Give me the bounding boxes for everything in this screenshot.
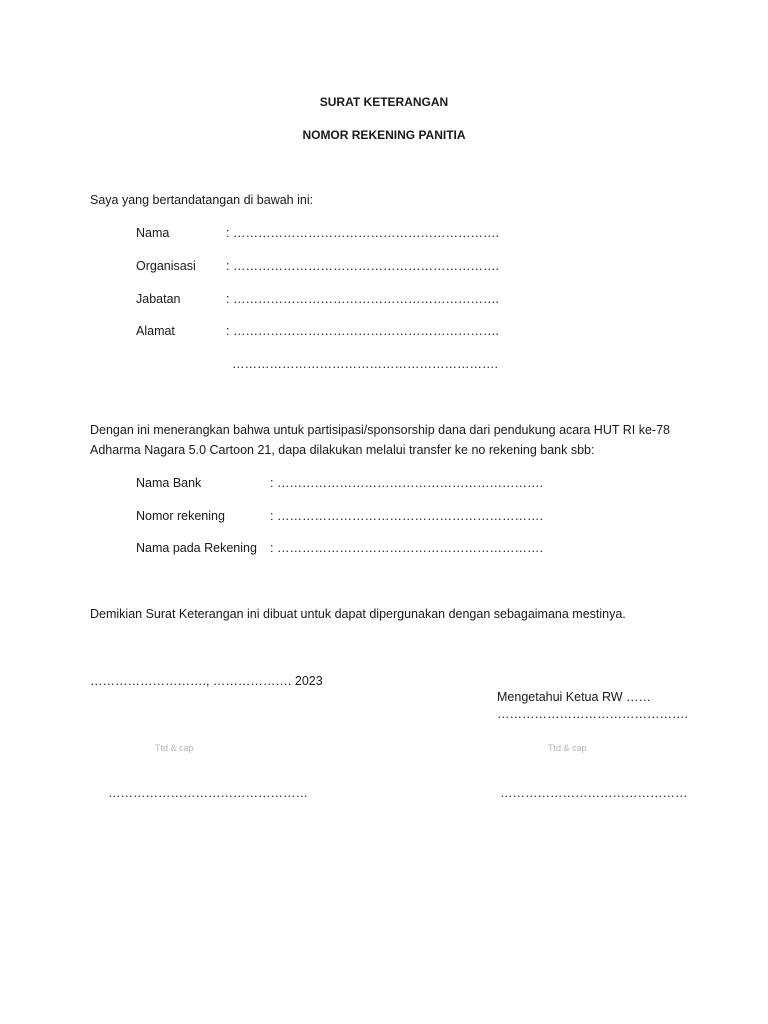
- field-label-nama-pada-rekening: Nama pada Rekening: [136, 541, 257, 555]
- field-value-nama: : ……………………………………………………….: [226, 226, 499, 240]
- signature-name-line-right: ………………………………………: [500, 786, 688, 800]
- statement-line-2: Adharma Nagara 5.0 Cartoon 21, dapa dilakukan melalui transfer ke no rekening bank sbb:: [90, 443, 595, 457]
- address-continuation-line: ……………………………………………………….: [232, 357, 498, 371]
- signature-stamp-placeholder-left: Ttd & cap: [155, 743, 194, 753]
- closing-text: Demikian Surat Keterangan ini dibuat untuk dapat dipergunakan dengan sebagaimana mestinya.: [90, 607, 626, 621]
- field-label-organisasi: Organisasi: [136, 259, 196, 273]
- signature-name-line-left: …………………………………………: [108, 786, 308, 800]
- field-value-nama-pada-rekening: : ……………………………………………………….: [270, 541, 543, 555]
- signature-stamp-placeholder-right: Ttd & cap: [548, 743, 587, 753]
- field-value-nama-bank: : ……………………………………………………….: [270, 476, 543, 490]
- field-value-organisasi: : ……………………………………………………….: [226, 259, 499, 273]
- document-subtitle: NOMOR REKENING PANITIA: [302, 128, 466, 142]
- field-label-nomor-rekening: Nomor rekening: [136, 509, 225, 523]
- document-title: SURAT KETERANGAN: [319, 95, 449, 109]
- acknowledged-name-line: ……………………………………….: [497, 707, 688, 721]
- field-value-alamat: : ……………………………………………………….: [226, 324, 499, 338]
- field-label-jabatan: Jabatan: [136, 292, 181, 306]
- intro-text: Saya yang bertandatangan di bawah ini:: [90, 193, 314, 207]
- field-label-nama-bank: Nama Bank: [136, 476, 202, 490]
- field-value-jabatan: : ……………………………………………………….: [226, 292, 499, 306]
- field-label-alamat: Alamat: [136, 324, 175, 338]
- statement-line-1: Dengan ini menerangkan bahwa untuk partisipasi/sponsorship dana dari pendukung acara HUT RI ke-78: [90, 423, 670, 437]
- acknowledged-label: Mengetahui Ketua RW ……: [497, 690, 652, 704]
- field-value-nomor-rekening: : ……………………………………………………….: [270, 509, 543, 523]
- place-date-line: ………………………., ………………. 2023: [90, 674, 323, 688]
- field-label-nama: Nama: [136, 226, 170, 240]
